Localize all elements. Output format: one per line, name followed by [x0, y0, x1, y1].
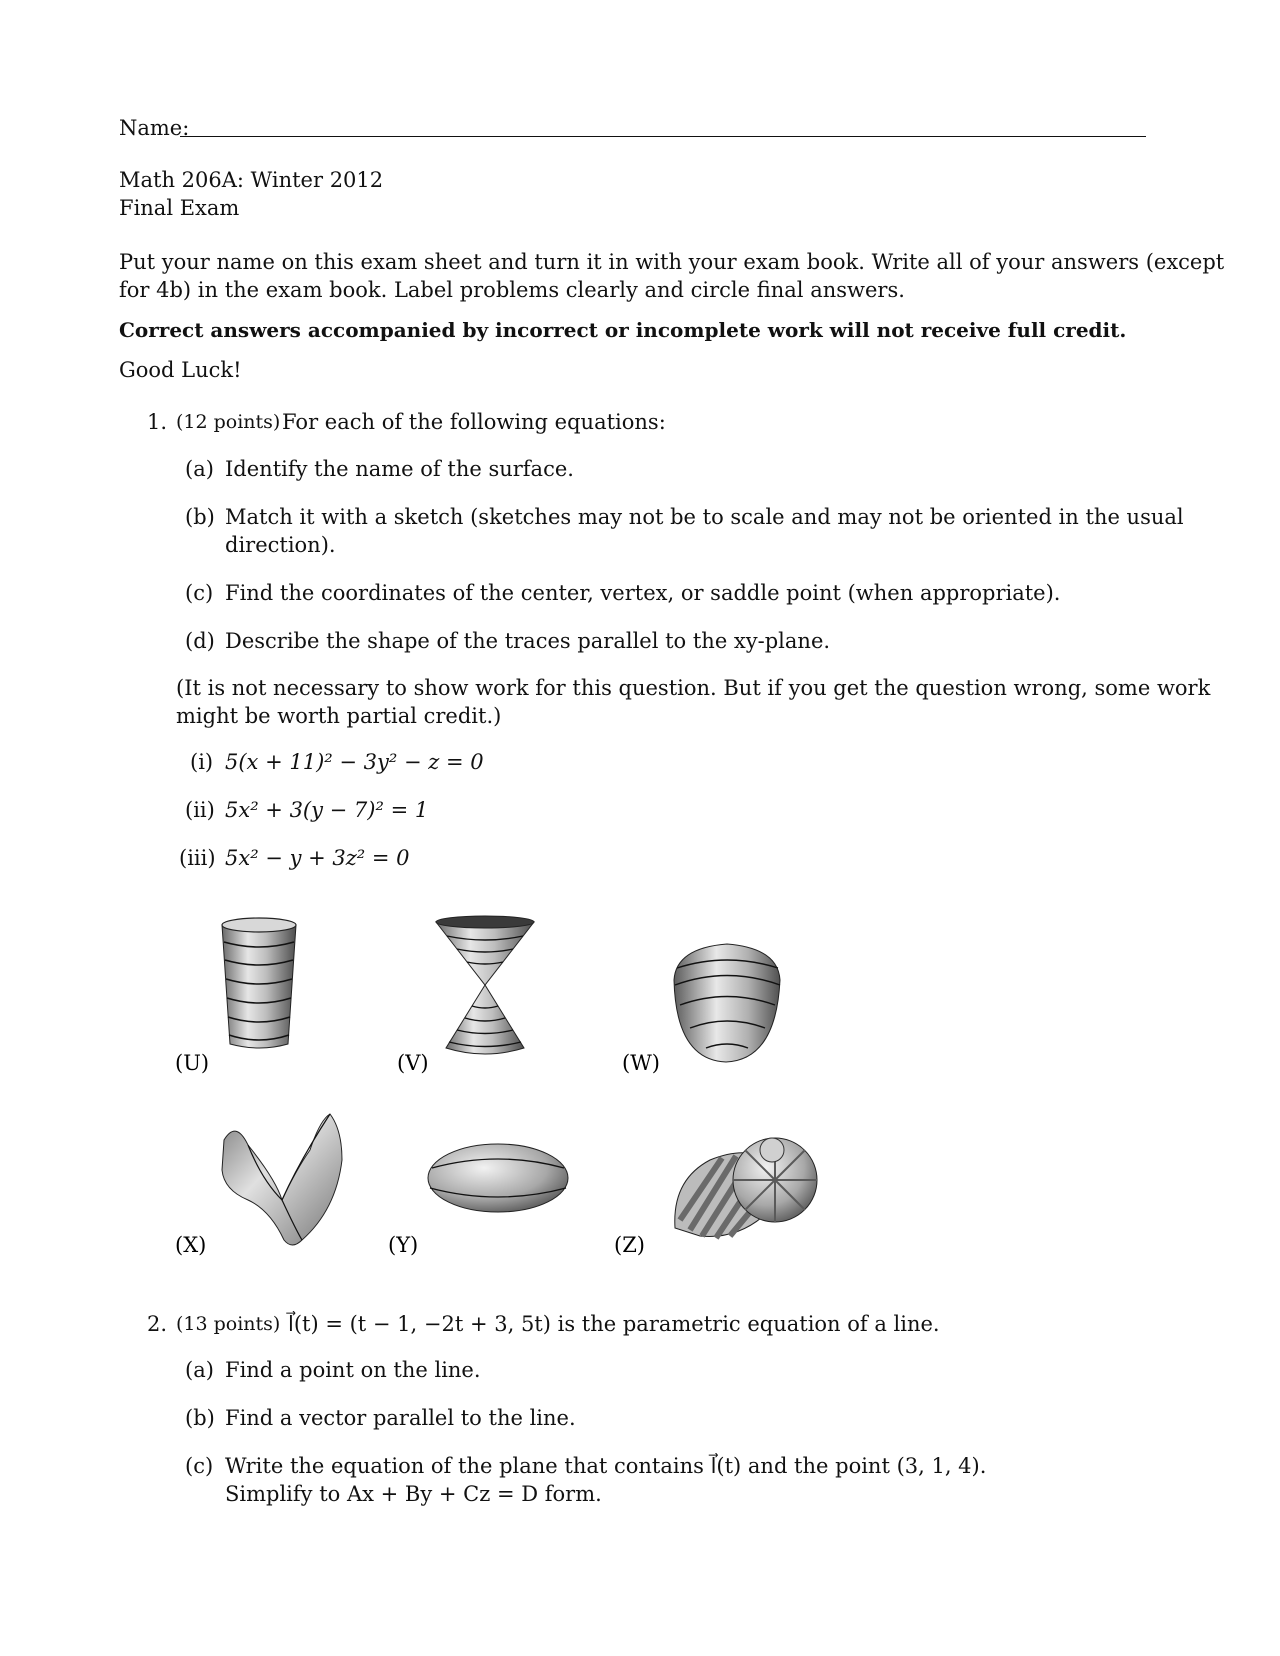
p2-part-c-text-cont: Simplify to Ax + By + Cz = D form.	[225, 1482, 602, 1506]
p2-part-c-text: Write the equation of the plane that contains l⃗(t) and the point (3, 1, 4).	[225, 1454, 987, 1478]
p1-note-line-2: might be worth partial credit.)	[176, 704, 502, 728]
instructions-line-1: Put your name on this exam sheet and turn it in with your exam book. Write all of your answers (except	[119, 250, 1225, 274]
equation-iii: 5x² − y + 3z² = 0	[225, 846, 410, 870]
equation-i: 5(x + 11)² − 3y² − z = 0	[225, 750, 484, 774]
problem-2-points: (13 points)	[176, 1313, 281, 1335]
p1-part-a-text: Identify the name of the surface.	[225, 457, 574, 481]
p1-part-b-text: Match it with a sketch (sketches may not be to scale and may not be oriented in the usual	[225, 505, 1184, 529]
p1-part-c-text: Find the coordinates of the center, vertex, or saddle point (when appropriate).	[225, 581, 1061, 605]
sketch-label-w: (W)	[622, 1051, 660, 1075]
exam-title: Final Exam	[119, 196, 240, 220]
problem-2-prompt: l⃗(t) = (t − 1, −2t + 3, 5t) is the parametric equation of a line.	[288, 1312, 940, 1336]
p2-part-a-text: Find a point on the line.	[225, 1358, 481, 1382]
equation-ii: 5x² + 3(y − 7)² = 1	[225, 798, 429, 822]
p2-part-b-label: (b)	[185, 1406, 215, 1430]
good-luck: Good Luck!	[119, 358, 242, 382]
instructions-line-2: for 4b) in the exam book. Label problems clearly and circle final answers.	[119, 278, 905, 302]
p2-part-a-label: (a)	[185, 1358, 214, 1382]
p1-part-b-label: (b)	[185, 505, 215, 529]
p1-part-d-text: Describe the shape of the traces parallel to the xy-plane.	[225, 629, 831, 653]
problem-1-prompt: For each of the following equations:	[282, 410, 666, 434]
sketch-label-y: (Y)	[388, 1233, 419, 1257]
sketch-y-ellipsoid	[428, 1144, 568, 1212]
sketch-x-saddle	[222, 1114, 342, 1245]
credit-warning: Correct answers accompanied by incorrect or incomplete work will not receive full credit.	[119, 318, 1127, 342]
problem-1-points: (12 points)	[176, 411, 281, 433]
problem-2-number: 2.	[147, 1312, 168, 1336]
sketch-label-x: (X)	[175, 1233, 207, 1257]
p1-part-d-label: (d)	[185, 629, 215, 653]
equation-iii-label: (iii)	[179, 846, 216, 870]
p2-part-b-text: Find a vector parallel to the line.	[225, 1406, 576, 1430]
p1-note-line-1: (It is not necessary to show work for this question. But if you get the question wrong, some work	[176, 676, 1211, 700]
sketch-u-cylinder	[222, 918, 296, 1048]
name-label: Name:	[119, 116, 190, 140]
sketch-w-paraboloid	[674, 944, 780, 1062]
equation-ii-label: (ii)	[185, 798, 215, 822]
sketch-label-z: (Z)	[614, 1233, 645, 1257]
sketch-v-double-cone	[436, 916, 534, 1054]
p2-part-c-label: (c)	[185, 1454, 214, 1478]
sketch-label-v: (V)	[397, 1051, 429, 1075]
p1-part-a-label: (a)	[185, 457, 214, 481]
problem-1-number: 1.	[147, 410, 168, 434]
course-title: Math 206A: Winter 2012	[119, 168, 384, 192]
p1-part-b-text-cont: direction).	[225, 533, 336, 557]
sketch-label-u: (U)	[175, 1051, 210, 1075]
sketch-z-seashell	[675, 1138, 817, 1238]
equation-i-label: (i)	[190, 750, 214, 774]
p1-part-c-label: (c)	[185, 581, 214, 605]
